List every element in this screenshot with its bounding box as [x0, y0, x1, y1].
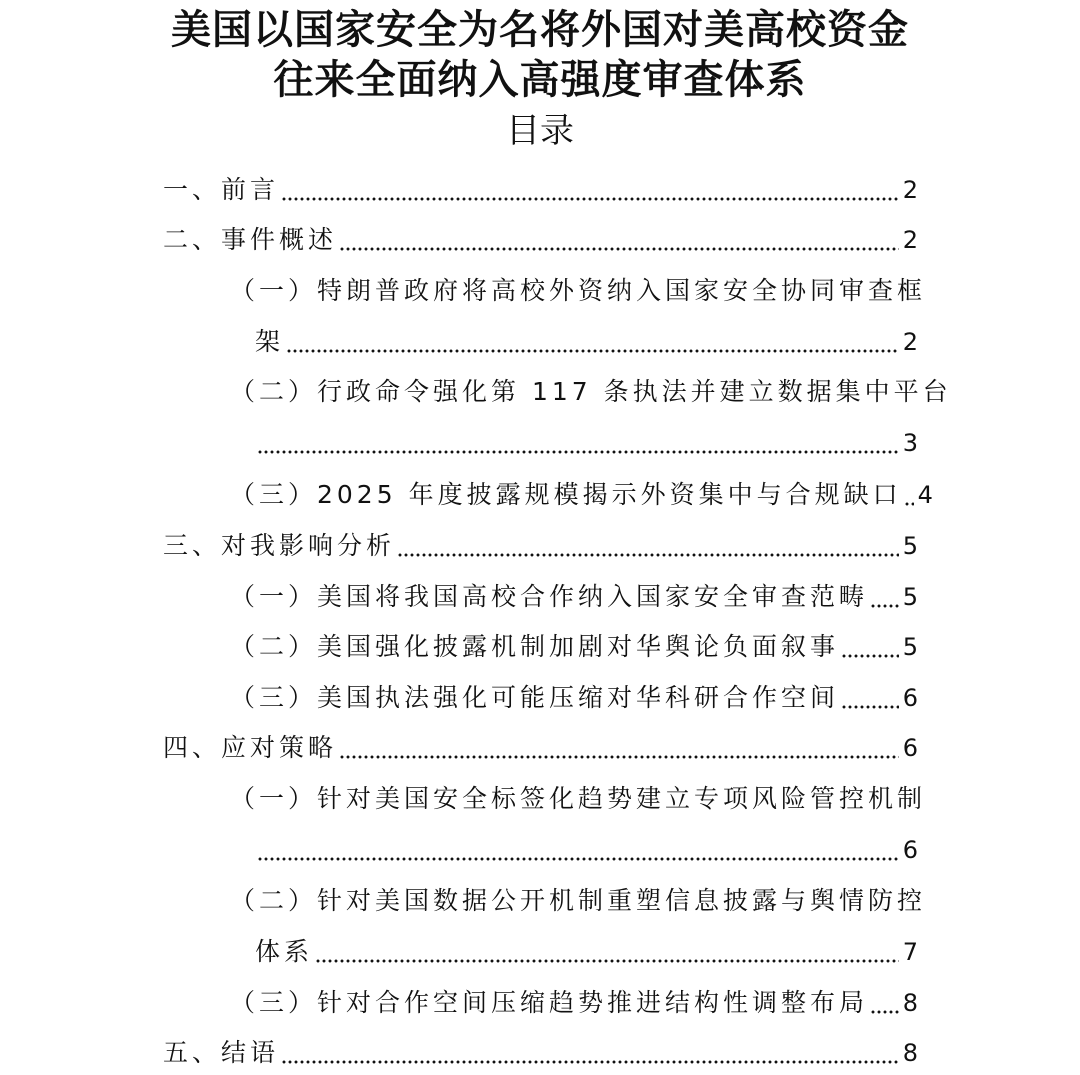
toc-page-number: 8: [902, 1039, 918, 1067]
toc-leader-dots: [841, 653, 899, 659]
toc-entry-label: （三）针对合作空间压缩趋势推进结构性调整布局: [230, 988, 869, 1017]
toc-page-number: 6: [902, 734, 918, 762]
toc-entry-event-3[interactable]: [230, 477, 933, 513]
toc-entry-impact-3[interactable]: [230, 680, 918, 716]
toc-page-number: 7: [902, 938, 918, 966]
toc-entry-label-line-1: [230, 273, 927, 309]
toc-entry-label: （二）针对美国数据公开机制重塑信息披露与舆情防控: [230, 886, 927, 915]
toc-entry-label: 五、结语: [163, 1038, 280, 1067]
toc-entry-countermeasures-3[interactable]: [230, 985, 918, 1021]
toc-entry-impact-analysis[interactable]: [163, 528, 918, 564]
toc-leader-dots: [841, 704, 899, 710]
toc-leader-dots: [904, 501, 914, 507]
toc-entry-label: （一）针对美国安全标签化趋势建立专项风险管控机制: [230, 784, 927, 813]
toc-page-number: 5: [902, 532, 918, 560]
toc-entry-label: （三）2025 年度披露规模揭示外资集中与合规缺口: [230, 480, 902, 509]
toc-page-number: 3: [902, 429, 918, 457]
toc-leader-dots: [339, 754, 899, 760]
toc-entry-label: （一）美国将我国高校合作纳入国家安全审查范畴: [230, 582, 869, 611]
toc-leader-dots: [315, 958, 899, 964]
toc-entry-conclusion[interactable]: [163, 1035, 918, 1071]
toc-entry-impact-1[interactable]: [230, 579, 918, 615]
toc-entry-label-line-2: [255, 832, 918, 868]
toc-leader-dots: [870, 1009, 899, 1015]
document-title-line-2: 往来全面纳入高强度审查体系: [273, 56, 807, 103]
toc-entry-label: （二）美国强化披露机制加剧对华舆论负面叙事: [230, 632, 840, 661]
toc-entry-label: 四、应对策略: [163, 733, 338, 762]
toc-entry-impact-2[interactable]: [230, 629, 918, 665]
toc-leader-dots: [281, 196, 899, 202]
toc-heading: 目录: [506, 111, 574, 151]
toc-page-number: 2: [902, 226, 918, 254]
toc-leader-dots: [257, 856, 899, 862]
toc-page-number: 8: [902, 989, 918, 1017]
toc-entry-label: 体系: [255, 937, 314, 966]
toc-entry-label-line-1: [230, 883, 927, 919]
toc-entry-label-line-2: [255, 425, 918, 461]
toc-entry-countermeasures[interactable]: [163, 730, 918, 766]
toc-page-number: 2: [902, 328, 918, 356]
document-title-line-1: 美国以国家安全为名将外国对美高校资金: [171, 6, 909, 53]
toc-leader-dots: [339, 246, 899, 252]
toc-entry-preface[interactable]: [163, 172, 918, 208]
toc-entry-label-line-2: [255, 934, 918, 970]
toc-entry-label: （一）特朗普政府将高校外资纳入国家安全协同审查框: [230, 276, 927, 305]
toc-leader-dots: [281, 1059, 899, 1065]
toc-page-number: 6: [902, 836, 918, 864]
toc-page-number: 2: [902, 176, 918, 204]
toc-leader-dots: [870, 603, 899, 609]
toc-entry-label: （三）美国执法强化可能压缩对华科研合作空间: [230, 683, 840, 712]
toc-entry-label: （二）行政命令强化第 117 条执法并建立数据集中平台: [230, 377, 952, 406]
toc-entry-label-line-2: [255, 324, 918, 360]
toc-page-number: 6: [902, 684, 918, 712]
toc-page-number: 5: [902, 583, 918, 611]
toc-entry-label: 一、前言: [163, 175, 280, 204]
toc-entry-label: 二、事件概述: [163, 225, 338, 254]
toc-entry-label-line-1: [230, 781, 927, 817]
toc-entry-label: 三、对我影响分析: [163, 531, 396, 560]
toc-leader-dots: [397, 552, 899, 558]
toc-page-number: 4: [917, 481, 933, 509]
toc-leader-dots: [286, 348, 899, 354]
toc-entry-label-line-1: [230, 374, 952, 410]
toc-page-number: 5: [902, 633, 918, 661]
toc-entry-label: 架: [255, 327, 285, 356]
toc-leader-dots: [257, 449, 899, 455]
toc-entry-event-overview[interactable]: [163, 222, 918, 258]
